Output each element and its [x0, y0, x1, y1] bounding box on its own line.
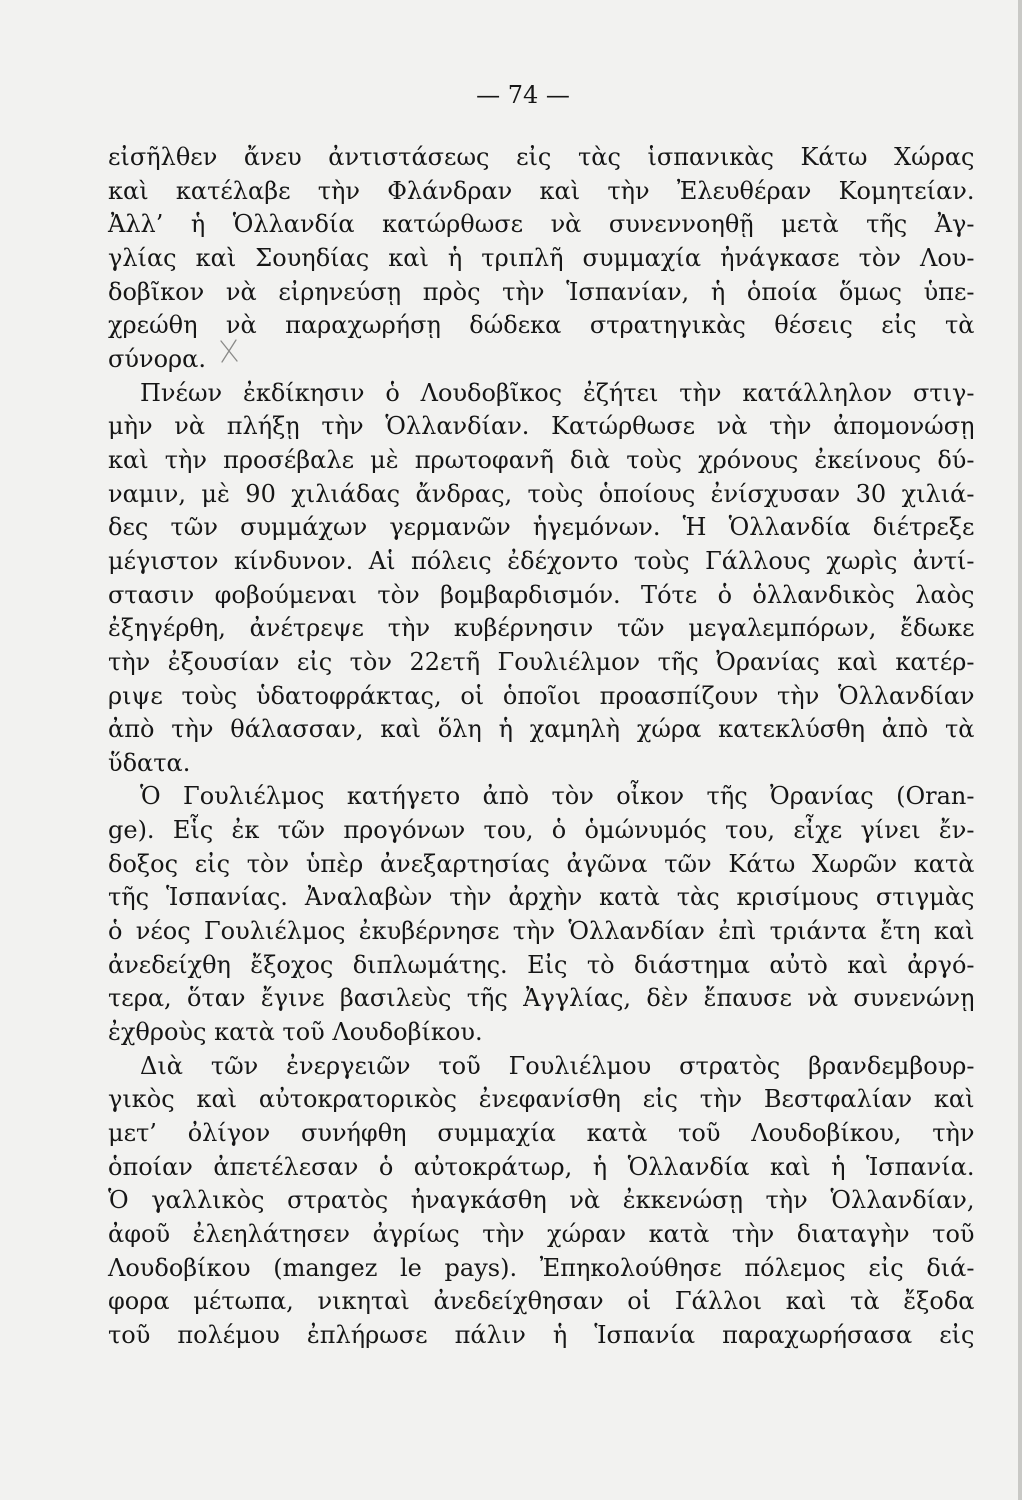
text-line: Ἀλλ’ ἡ Ὁλλανδία κατώρθωσε νὰ συνεννοηθῇ μετὰ τῆς Ἀγ- — [108, 210, 975, 239]
text-line: φορα μέτωπα, νικηταὶ ἀνεδείχθησαν οἱ Γάλλοι καὶ τὰ ἔξοδα — [108, 1287, 975, 1316]
page-number: — 74 — — [476, 81, 570, 109]
text-line: μέγιστον κίνδυνον. Αἱ πόλεις ἐδέχοντο τοὺς Γάλλους χωρὶς ἀντί- — [108, 546, 975, 575]
text-line: μετ’ ὀλίγον συνήφθη συμμαχία κατὰ τοῦ Λουδοβίκου, τὴν — [108, 1119, 975, 1148]
text-line: ge). Εἷς ἐκ τῶν προγόνων του, ὁ ὁμώνυμός του, εἶχε γίνει ἔν- — [108, 816, 975, 845]
text-line: μὴν νὰ πλήξῃ τὴν Ὁλλανδίαν. Κατώρθωσε νὰ τὴν ἀπομονώσῃ — [108, 412, 975, 441]
text-line: δοβῖκον νὰ εἰρηνεύσῃ πρὸς τὴν Ἱσπανίαν, ἡ ὁποία ὅμως ὑπε- — [108, 277, 975, 306]
text-line: ἀπὸ τὴν θάλασσαν, καὶ ὅλη ἡ χαμηλὴ χώρα κατεκλύσθη ἀπὸ τὰ — [108, 715, 975, 744]
text-line: ἐξηγέρθη, ἀνέτρεψε τὴν κυβέρνησιν τῶν μεγαλεμπόρων, ἔδωκε — [108, 614, 975, 643]
text-line: ριψε τοὺς ὑδατοφράκτας, οἱ ὁποῖοι προασπίζουν τὴν Ὁλλανδίαν — [108, 681, 975, 710]
text-line: Διὰ τῶν ἐνεργειῶν τοῦ Γουλιέλμου στρατὸς βρανδεμβουρ- — [140, 1051, 975, 1080]
paragraph-3 — [108, 780, 975, 1049]
text-line: ὕδατα. — [108, 748, 191, 777]
pencil-x-mark — [218, 338, 240, 364]
text-line: στασιν φοβούμεναι τὸν βομβαρδισμόν. Τότε ὁ ὁλλανδικὸς λαὸς — [108, 580, 975, 609]
text-line: καὶ κατέλαβε τὴν Φλάνδραν καὶ τὴν Ἐλευθέραν Κομητείαν. — [108, 176, 975, 205]
text-line: σύνορα. — [108, 344, 206, 373]
text-line: ναμιν, μὲ 90 χιλιάδας ἄνδρας, τοὺς ὁποίους ἐνίσχυσαν 30 χιλιά- — [108, 479, 975, 508]
text-line: ὁποίαν ἀπετέλεσαν ὁ αὐτοκράτωρ, ἡ Ὁλλανδία καὶ ἡ Ἱσπανία. — [108, 1152, 975, 1181]
text-line: ἀφοῦ ἐλεηλάτησεν ἀγρίως τὴν χώραν κατὰ τὴν διαταγὴν τοῦ — [108, 1220, 975, 1248]
text-line: χρεώθη νὰ παραχωρήσῃ δώδεκα στρατηγικὰς θέσεις εἰς τὰ — [108, 311, 975, 340]
text-line: ὁ νέος Γουλιέλμος ἐκυβέρνησε τὴν Ὁλλανδίαν ἐπὶ τριάντα ἔτη καὶ — [108, 917, 975, 946]
paragraph-2 — [108, 377, 975, 781]
text-line: Ὁ γαλλικὸς στρατὸς ἠναγκάσθη νὰ ἐκκενώσῃ τὴν Ὁλλανδίαν, — [108, 1186, 975, 1215]
text-line: ἀνεδείχθη ἔξοχος διπλωμάτης. Εἰς τὸ διάστημα αὐτὸ καὶ ἀργό- — [108, 950, 975, 979]
text-line: τὴν ἐξουσίαν εἰς τὸν 22ετῆ Γουλιέλμον τῆς Ὀρανίας καὶ κατέρ- — [108, 647, 975, 676]
text-line: γλίας καὶ Σουηδίας καὶ ἡ τριπλῆ συμμαχία ἠνάγκασε τὸν Λου- — [108, 243, 975, 272]
text-line: εἰσῆλθεν ἄνευ ἀντιστάσεως εἰς τὰς ἱσπανικὰς Κάτω Χώρας — [108, 143, 975, 171]
text-line: τερα, ὅταν ἔγινε βασιλεὺς τῆς Ἀγγλίας, δὲν ἔπαυσε νὰ συνενώνῃ — [108, 984, 975, 1013]
text-line: καὶ τὴν προσέβαλε μὲ πρωτοφανῆ διὰ τοὺς χρόνους ἐκείνους δύ- — [108, 445, 975, 474]
paragraph-4 — [108, 1050, 975, 1353]
body-text — [108, 141, 975, 1353]
text-line: Ὁ Γουλιέλμος κατήγετο ἀπὸ τὸν οἶκον τῆς Ὀρανίας (Oran- — [140, 782, 975, 811]
text-line: γικὸς καὶ αὐτοκρατορικὸς ἐνεφανίσθη εἰς τὴν Βεστφαλίαν καὶ — [108, 1085, 975, 1114]
text-line: Λουδοβίκου (mangez le pays). Ἐπηκολούθησε πόλεμος εἰς διά- — [108, 1253, 975, 1282]
text-line: τοῦ πολέμου ἐπλήρωσε πάλιν ἡ Ἱσπανία παραχωρήσασα εἰς — [108, 1320, 975, 1349]
text-line: Πνέων ἐκδίκησιν ὁ Λουδοβῖκος ἐζήτει τὴν κατάλληλον στιγ- — [140, 378, 975, 407]
text-line: δοξος εἰς τὸν ὑπὲρ ἀνεξαρτησίας ἀγῶνα τῶν Κάτω Χωρῶν κατὰ — [108, 849, 975, 878]
text-line: τῆς Ἱσπανίας. Ἀναλαβὼν τὴν ἀρχὴν κατὰ τὰς κρισίμους στιγμὰς — [108, 883, 975, 912]
text-line: δες τῶν συμμάχων γερμανῶν ἡγεμόνων. Ἡ Ὁλλανδία διέτρεξε — [108, 513, 975, 542]
page-edge — [1018, 0, 1022, 1500]
text-line: ἐχθροὺς κατὰ τοῦ Λουδοβίκου. — [108, 1018, 483, 1047]
